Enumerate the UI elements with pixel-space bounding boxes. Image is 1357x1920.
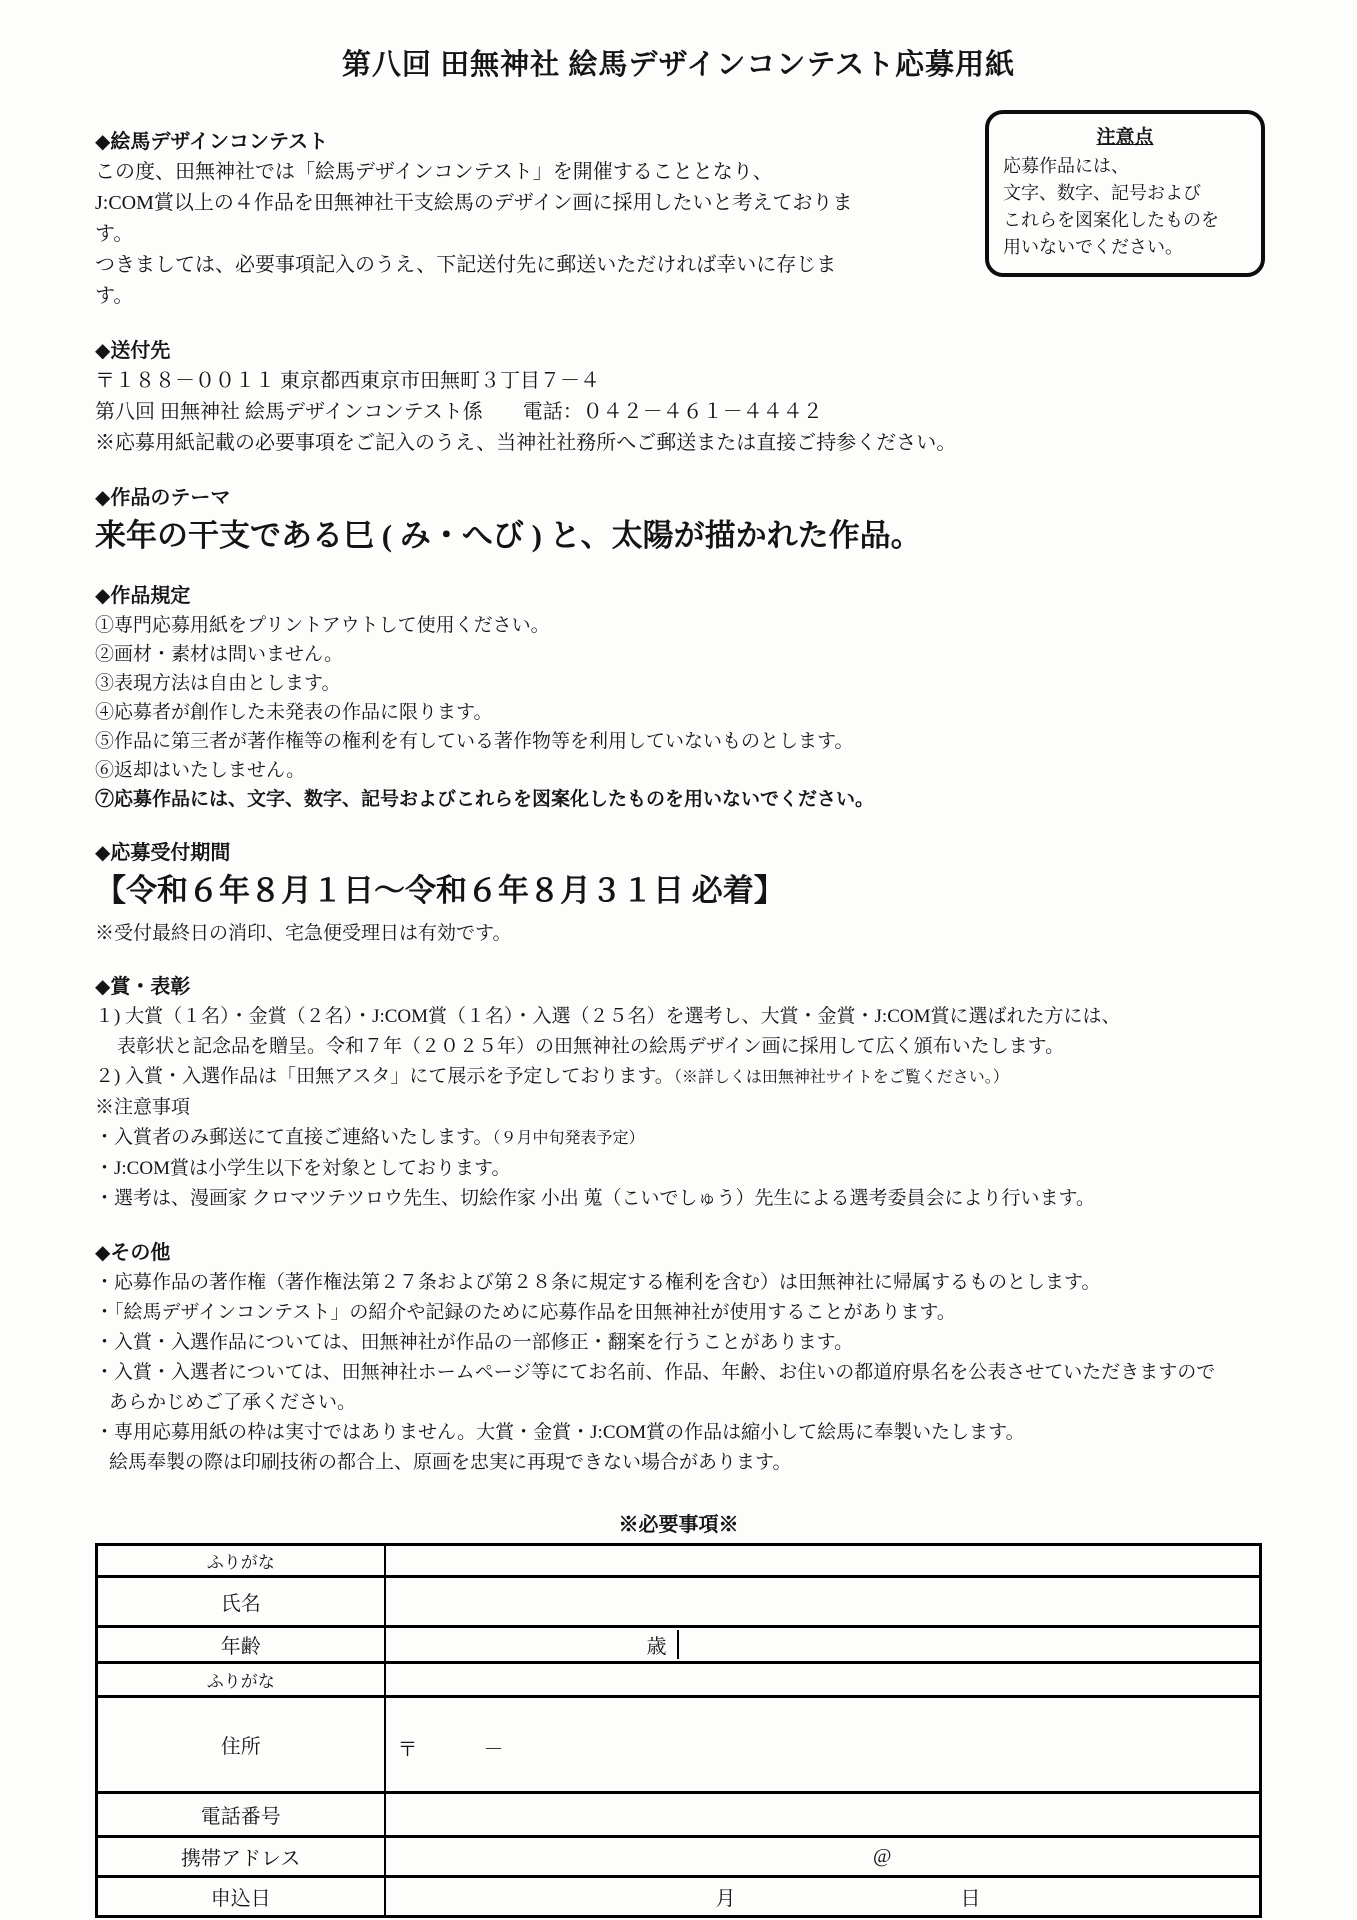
form-blank-cell-furigana (385, 1545, 1261, 1577)
form-cell-mobile-email (385, 1837, 1261, 1877)
note-line (95, 1123, 1262, 1154)
rule-item: ①専門応募用紙をプリントアウトして使用ください。 (95, 615, 550, 636)
day-label: 日 (960, 1888, 981, 1910)
form-label-furigana: ふりがな (97, 1545, 385, 1577)
form-label-mobile-email: 携帯アドレス (97, 1837, 385, 1877)
applicant-form-table (95, 1543, 1262, 1918)
note-line: ・選考は、漫画家 クロマツテツロウ先生、切絵作家 小出 蒐（こいでしゅう）先生による選考委員会により行います。 (95, 1188, 1095, 1209)
entry-period-note: ※受付最終日の消印、宅急便受理日は有効です。 (95, 923, 512, 944)
other-term-line: ・入賞・入選作品については、田無神社が作品の一部修正・翻案を行うことがあります。 (95, 1332, 854, 1353)
required-fields-heading: ※必要事項※ (618, 1514, 739, 1536)
form-label-age: 年齢 (97, 1627, 385, 1663)
postal-dash: － (483, 1739, 504, 1761)
award-line: １) 大賞（１名）・金賞（２名）・J:COM賞（１名）・入選（２５名）を選考し、大賞・金賞・J:COM賞に選ばれた方には、 (95, 1006, 1121, 1027)
entry-period-headline: 【令和６年８月１日～令和６年８月３１日 必着】 (95, 873, 785, 908)
notice-box-line: 用いないでください。 (1003, 237, 1183, 257)
section-heading: ◆賞・表彰 (95, 976, 191, 998)
form-cell-address (385, 1697, 1261, 1793)
section-heading: ◆送付先 (95, 340, 171, 362)
age-unit-label: 歳 (646, 1636, 667, 1658)
award-line: 表彰状と記念品を贈呈。令和７年（２０２５年）の田無神社の絵馬デザイン画に採用して広く頒布いたします。 (117, 1036, 1065, 1057)
section-awards (95, 972, 1262, 1214)
month-label: 月 (715, 1888, 736, 1910)
other-term-line: ・「絵馬デザインコンテスト」の紹介や記録のために応募作品を田無神社が使用することがあります。 (95, 1302, 956, 1323)
body-line: J:COM賞以上の４作品を田無神社干支絵馬のデザイン画に採用したいと考えております。 (95, 192, 853, 245)
rule-item: ③表現方法は自由とします。 (95, 673, 341, 694)
section-heading: ◆絵馬デザインコンテスト (95, 131, 329, 153)
form-row-phone (97, 1793, 1261, 1837)
notes-subheading: ※注意事項 (95, 1097, 191, 1118)
notice-box-line: これらを図案化したものを (1003, 210, 1219, 230)
notice-box-line: 文字、数字、記号および (1003, 183, 1201, 203)
other-term-line: ・入賞・入選者については、田無神社ホームページ等にてお名前、作品、年齢、お住いの都道府県名を公表させていただきますので (95, 1362, 1216, 1383)
form-blank-cell-furigana (385, 1663, 1261, 1697)
note-line: ・J:COM賞は小学生以下を対象としております。 (95, 1158, 511, 1179)
other-term-line: ・応募作品の著作権（著作権法第２７条および第２８条に規定する権利を含む）は田無神社に帰属するものとします。 (95, 1272, 1101, 1293)
form-row-mobile-email (97, 1837, 1261, 1877)
form-row-furigana-name (97, 1545, 1261, 1577)
form-cell-age (385, 1627, 1261, 1663)
form-blank-cell-name (385, 1577, 1261, 1627)
at-mark: @ (873, 1845, 892, 1867)
form-row-age (97, 1627, 1261, 1663)
form-row-furigana-address (97, 1663, 1261, 1697)
award-line-note: （※詳しくは田無神社サイトをご覧ください。） (673, 1069, 1009, 1086)
notice-box (985, 110, 1265, 277)
section-heading: ◆作品のテーマ (95, 487, 231, 509)
age-unit-subcell (386, 1630, 679, 1659)
form-row-name (97, 1577, 1261, 1627)
form-row-address (97, 1697, 1261, 1793)
section-other-terms (95, 1238, 1262, 1478)
other-term-line: ・専用応募用紙の枠は実寸ではありません。大賞・金賞・J:COM賞の作品は縮小して絵馬に奉製いたします。 (95, 1422, 1025, 1443)
notice-box-title: 注意点 (1096, 127, 1154, 148)
section-artwork-rules (95, 581, 1262, 814)
recipient-phone-line: 第八回 田無神社 絵馬デザインコンテスト係 電話：０４２－４６１－４４４２ (95, 401, 823, 423)
body-line: この度、田無神社では「絵馬デザインコンテスト」を開催することとなり、 (95, 161, 773, 183)
note-line-small: （９月中旬発表予定） (492, 1130, 645, 1147)
rule-item: ⑥返却はいたしません。 (95, 760, 306, 781)
theme-headline: 来年の干支である巳 ( み・へび ) と、太陽が描かれた作品。 (95, 518, 922, 553)
rule-item: ②画材・素材は問いません。 (95, 644, 344, 665)
other-term-line: あらかじめご了承ください。 (109, 1392, 357, 1413)
form-blank-cell-phone (385, 1793, 1261, 1837)
form-cell-application-date (385, 1877, 1261, 1917)
section-heading: ◆作品規定 (95, 585, 191, 607)
rule-item: ④応募者が創作した未発表の作品に限ります。 (95, 702, 493, 723)
form-label-address: 住所 (97, 1697, 385, 1793)
postal-address-line: 〒１８８－００１１ 東京都西東京市田無町３丁目７－４ (95, 370, 600, 392)
form-label-application-date: 申込日 (97, 1877, 385, 1917)
body-line: つきましては、必要事項記入のうえ、下記送付先に郵送いただければ幸いに存じます。 (95, 254, 837, 307)
form-row-application-date (97, 1877, 1261, 1917)
form-label-furigana: ふりがな (97, 1663, 385, 1697)
section-artwork-theme (95, 483, 1262, 557)
postal-mark: 〒 (397, 1739, 418, 1761)
section-heading: ◆その他 (95, 1242, 171, 1264)
form-label-phone: 電話番号 (97, 1793, 385, 1837)
notice-box-line: 応募作品には、 (1003, 156, 1129, 176)
rule-item-bold: ⑦応募作品には、文字、数字、記号およびこれらを図案化したものを用いないでください。 (95, 789, 875, 810)
other-term-line: 絵馬奉製の際は印刷技術の都合上、原画を忠実に再現できない場合があります。 (109, 1452, 792, 1473)
section-entry-period (95, 838, 1262, 948)
section-heading: ◆応募受付期間 (95, 842, 231, 864)
rule-item: ⑤作品に第三者が著作権等の権利を有している著作物等を利用していないものとします。 (95, 731, 854, 752)
submission-note-line: ※応募用紙記載の必要事項をご記入のうえ、当神社社務所へご郵送または直接ご持参ください。 (95, 432, 957, 454)
section-mailing-address (95, 336, 1262, 459)
page-title: 第八回 田無神社 絵馬デザインコンテスト応募用紙 (341, 49, 1016, 81)
award-line (95, 1062, 1262, 1093)
award-line-main: ２) 入賞・入選作品は「田無アスタ」にて展示を予定しております。 (95, 1066, 674, 1087)
form-label-name: 氏名 (97, 1577, 385, 1627)
note-line-main: ・入賞者のみ郵送にて直接ご連絡いたします。 (95, 1127, 493, 1148)
